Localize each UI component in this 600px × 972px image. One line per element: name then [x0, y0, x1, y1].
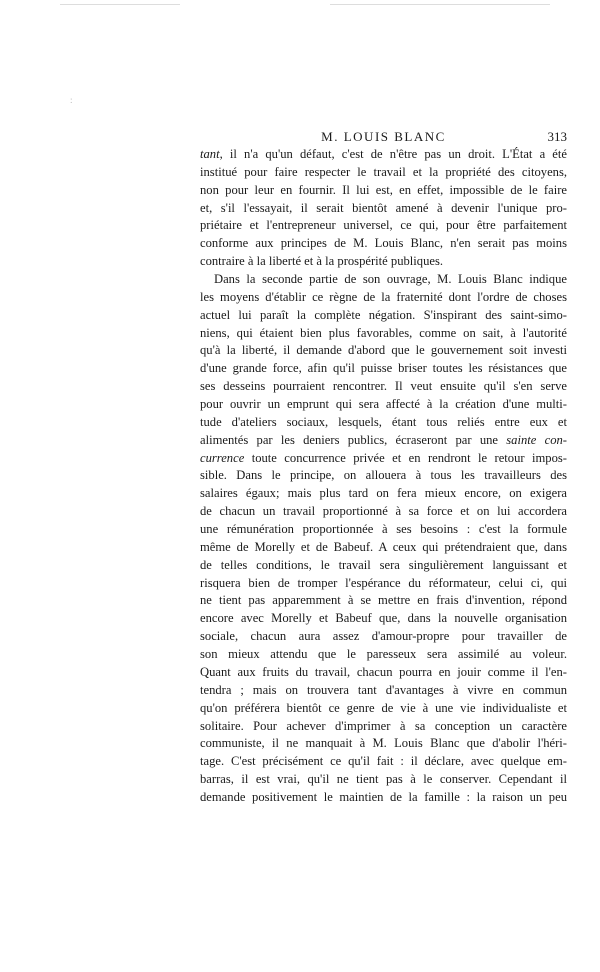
text-line: de chacun un travail proportionné à sa force et on lui accordera: [200, 504, 567, 519]
text-line: sociale, chacun aura assez d'amour-propre pour travailler de: [200, 629, 567, 644]
text-line: institué pour faire respecter le travail et la propriété des citoyens,: [200, 164, 567, 179]
text-line: priétaire et l'entrepreneur universel, ce qui, pour être parfaitement: [200, 218, 567, 233]
text-line: tendra ; mais on trouvera tant d'avantages à vivre en commun: [200, 682, 567, 697]
scan-edge-line: [60, 4, 180, 5]
text-line: de telles conditions, le travail sera singulièrement languissant et: [200, 557, 567, 572]
text-line: ses desseins pourraient rencontrer. Il veut ensuite qu'il s'en serve: [200, 379, 567, 394]
text-line: salaires égaux; mais plus tard on fera mieux encore, on exigera: [200, 486, 567, 501]
text-line: qu'on préférera bientôt ce genre de vie à une vie individualiste et: [200, 700, 567, 715]
text-line: ne tient pas apparemment à se mettre en frais d'invention, répond: [200, 593, 567, 608]
text-line: Dans la seconde partie de son ouvrage, M. Louis Blanc indique: [214, 272, 567, 287]
text-line: même de Morelly et de Babeuf. A ceux qui prétendraient que, dans: [200, 539, 567, 554]
text-line: actuel lui paraît la complète négation. S'inspirant des saint-simo-: [200, 307, 567, 322]
text-line: une rémunération proportionnée à ses besoins : c'est la formule: [200, 522, 567, 537]
scan-speck: :: [70, 95, 73, 105]
text-line: barras, il est vrai, qu'il ne tient pas à le conserver. Cependant il: [200, 772, 567, 787]
page-header: [200, 129, 567, 147]
text-line: tage. C'est précisément ce qu'il fait : il déclare, avec quelque em-: [200, 754, 567, 769]
text-line: sible. Dans le principe, on allouera à tous les travailleurs des: [200, 468, 567, 483]
text-line: les moyens d'établir ce règne de la fraternité dont l'ordre de choses: [200, 289, 567, 304]
text-line: demande positivement le maintien de la famille : la raison un peu: [200, 789, 567, 804]
text-line: alimentés par les deniers publics, écraseront par une sainte con-: [200, 432, 567, 447]
text-line: risquera bien de tromper l'espérance du réformateur, celui ci, qui: [200, 575, 567, 590]
text-line: communiste, il ne manquait à M. Louis Blanc que d'abolir l'héri-: [200, 736, 567, 751]
text-line: tant, il n'a qu'un défaut, c'est de n'être pas un droit. L'État a été: [200, 147, 567, 161]
text-line: niens, qui étaient bien plus favorables, comme on sait, à l'autorité: [200, 325, 567, 340]
text-line: non pour leur en fournir. Il lui est, en effet, impossible de le faire: [200, 182, 567, 197]
running-title: M. LOUIS BLANC: [321, 129, 446, 144]
text-line: currence toute concurrence privée et en rendront le retour impos-: [200, 450, 567, 465]
text-line: et, s'il l'essayait, il serait bientôt amené à devenir l'unique pro-: [200, 200, 567, 215]
text-line: d'une grande force, afin qu'il puisse briser toutes les résistances que: [200, 361, 567, 376]
text-line: qu'à la liberté, il demande d'abord que le gouvernement soit investi: [200, 343, 567, 358]
text-line: contraire à la liberté et à la prospérité publiques.: [200, 254, 444, 269]
page-body-text: [200, 146, 567, 807]
text-line: Quant aux fruits du travail, chacun pourra en jouir comme il l'en-: [200, 664, 567, 679]
text-line: son mieux attendu que le paresseux sera assimilé au voleur.: [200, 647, 567, 662]
text-line: tude d'ateliers sociaux, lesquels, étant tous reliés entre eux et: [200, 414, 567, 429]
text-line: encore avec Morelly et Babeuf que, dans la nouvelle organisation: [200, 611, 567, 626]
text-line: conforme aux principes de M. Louis Blanc, n'en serait pas moins: [200, 236, 567, 251]
page-number: 313: [547, 129, 567, 144]
scan-edge-line: [330, 4, 550, 5]
text-line: pour ouvrir un emprunt qui sera affecté à la création d'une multi-: [200, 397, 567, 412]
text-line: solitaire. Pour achever d'imprimer à sa conception un caractère: [200, 718, 567, 733]
